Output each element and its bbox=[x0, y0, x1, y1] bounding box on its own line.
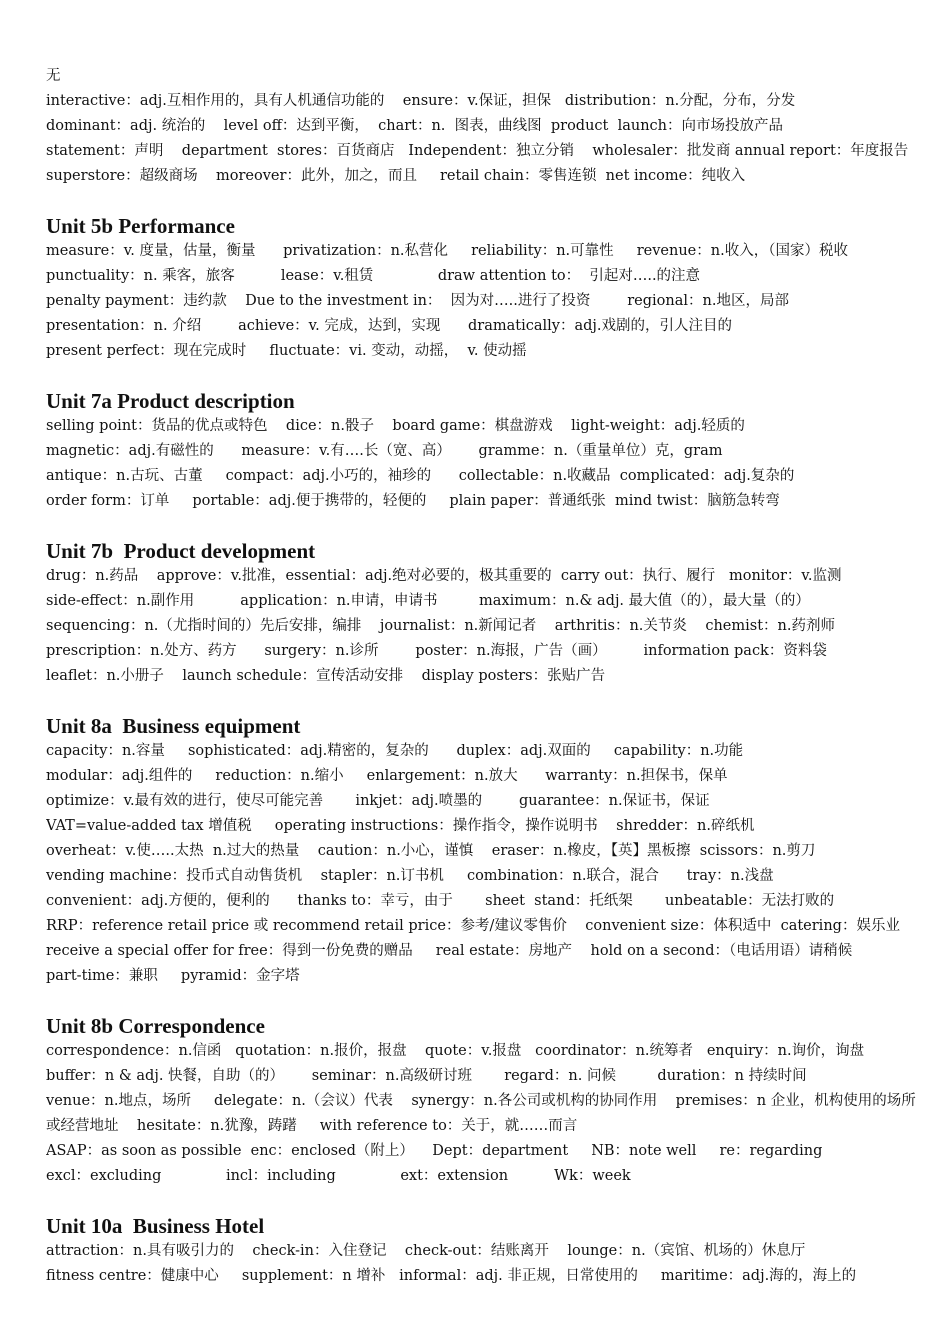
vocab-line: measure：v. 度量，估量，衡量 privatization：n.私营化 reliability：n.可靠性 revenue：n.收入，（国家）税收 bbox=[46, 243, 848, 259]
vocab-line: prescription：n.处方、药方 surgery：n.诊所 poster：n.海报，广告（画） information pack：资料袋 bbox=[46, 643, 827, 659]
vocab-line: correspondence：n.信函 quotation：n.报价，报盘 quote：v.报盘 coordinator：n.统筹者 enquiry：n.询价，询盘 bbox=[46, 1043, 865, 1059]
vocab-line: leaflet：n.小册子 launch schedule：宣传活动安排 display posters：张贴广告 bbox=[46, 668, 606, 684]
vocab-line: RRP：reference retail price 或 recommend retail price：参考/建议零售价 convenient size：体积适中 catering：娱乐业 bbox=[46, 918, 900, 934]
vocab-line: sequencing：n.（尤指时间的）先后安排，编排 journalist：n.新闻记者 arthritis：n.关节炎 chemist：n.药剂师 bbox=[46, 618, 835, 634]
section-heading-unit-7b: Unit 7b Product development bbox=[46, 539, 316, 563]
vocab-line: optimize：v.最有效的进行，使尽可能完善 inkjet：adj.喷墨的 guarantee：n.保证书，保证 bbox=[46, 793, 710, 809]
vocab-line: superstore：超级商场 moreover：此外，加之，而且 retail chain：零售连锁 net income：纯收入 bbox=[46, 168, 746, 184]
vocab-line: side-effect：n.副作用 application：n.申请，申请书 maximum：n.& adj. 最大值（的），最大量（的） bbox=[46, 593, 810, 609]
vocab-line: interactive：adj.互相作用的，具有人机通信功能的 ensure：v.保证，担保 distribution：n.分配，分布，分发 bbox=[46, 93, 796, 109]
vocab-line: presentation：n. 介绍 achieve：v. 完成，达到，实现 dramatically：adj.戏剧的，引人注目的 bbox=[46, 318, 733, 334]
vocab-line: punctuality：n. 乘客，旅客 lease：v.租赁 draw attention to： 引起对…..的注意 bbox=[46, 268, 701, 284]
document-page bbox=[46, 64, 916, 1289]
vocab-line: drug：n.药品 approve：v.批准，essential：adj.绝对必要的，极其重要的 carry out：执行、履行 monitor：v.监测 bbox=[46, 568, 842, 584]
section-heading-unit-7a: Unit 7a Product description bbox=[46, 389, 295, 413]
top-text: 无 bbox=[46, 68, 61, 84]
vocab-line: antique：n.古玩、古董 compact：adj.小巧的，袖珍的 collectable：n.收藏品 complicated：adj.复杂的 bbox=[46, 468, 795, 484]
vocab-line: attraction：n.具有吸引力的 check-in：入住登记 check-out：结账离开 lounge：n.（宾馆、机场的）休息厅 bbox=[46, 1243, 806, 1259]
vocab-line: present perfect：现在完成时 fluctuate：vi. 变动，动摇， v. 使动摇 bbox=[46, 343, 527, 359]
section-heading-unit-8b: Unit 8b Correspondence bbox=[46, 1014, 265, 1038]
vocab-line: overheat：v.使…..太热 n.过大的热量 caution：n.小心，谨慎 eraser：n.橡皮，【英】黑板擦 scissors：n.剪刀 bbox=[46, 843, 816, 859]
section-heading-unit-8a: Unit 8a Business equipment bbox=[46, 714, 301, 738]
vocab-line: venue：n.地点，场所 delegate：n.（会议）代表 synergy：n.各公司或机构的协同作用 premises：n 企业，机构使用的场所 bbox=[46, 1093, 916, 1109]
vocab-line: penalty payment：违约款 Due to the investment in： 因为对…..进行了投资 regional：n.地区，局部 bbox=[46, 293, 789, 309]
section-heading-unit-10a: Unit 10a Business Hotel bbox=[46, 1214, 265, 1238]
vocab-line: 或经营地址 hesitate：n.犹豫，踌躇 with reference to：关于，就……而言 bbox=[46, 1118, 578, 1134]
vocab-line: statement：声明 department stores：百货商店 Independent：独立分销 wholesaler：批发商 annual report：年度报告 bbox=[46, 143, 909, 159]
vocab-line: vending machine：投币式自动售货机 stapler：n.订书机 combination：n.联合，混合 tray：n.浅盘 bbox=[46, 868, 774, 884]
vocab-line: capacity：n.容量 sophisticated：adj.精密的，复杂的 duplex：adj.双面的 capability：n.功能 bbox=[46, 743, 744, 759]
vocab-line: fitness centre：健康中心 supplement：n 增补 informal：adj. 非正规，日常使用的 maritime：adj.海的，海上的 bbox=[46, 1268, 857, 1284]
vocab-line: part-time：兼职 pyramid：金字塔 bbox=[46, 968, 300, 984]
vocab-line: order form：订单 portable：adj.便于携带的，轻便的 plain paper：普通纸张 mind twist：脑筋急转弯 bbox=[46, 493, 780, 509]
vocab-line: buffer：n & adj. 快餐，自助（的） seminar：n.高级研讨班 regard：n. 问候 duration：n 持续时间 bbox=[46, 1068, 807, 1084]
vocab-line: ASAP：as soon as possible enc：enclosed（附上） Dept：department NB：note well re：regarding bbox=[46, 1143, 823, 1159]
vocab-line: convenient：adj.方便的，便利的 thanks to：幸亏，由于 sheet stand：托纸架 unbeatable：无法打败的 bbox=[46, 893, 835, 909]
vocab-line: selling point：货品的优点或特色 dice：n.骰子 board game：棋盘游戏 light-weight：adj.轻质的 bbox=[46, 418, 745, 434]
section-heading-unit-5b: Unit 5b Performance bbox=[46, 214, 235, 238]
vocab-line: receive a special offer for free：得到一份免费的赠品 real estate：房地产 hold on a second：（电话用语）请稍候 bbox=[46, 943, 853, 959]
vocab-line: VAT=value-added tax 增值税 operating instructions：操作指令，操作说明书 shredder：n.碎纸机 bbox=[46, 818, 755, 834]
vocab-line: magnetic：adj.有磁性的 measure：v.有….长（宽、高） gramme：n.（重量单位）克，gram bbox=[46, 443, 723, 459]
vocab-line: modular：adj.组件的 reduction：n.缩小 enlargement：n.放大 warranty：n.担保书，保单 bbox=[46, 768, 728, 784]
vocab-line: dominant：adj. 统治的 level off：达到平衡， chart：n. 图表，曲线图 product launch：向市场投放产品 bbox=[46, 118, 784, 134]
vocab-line: excl：excluding incl：including ext：extension Wk：week bbox=[46, 1168, 631, 1184]
